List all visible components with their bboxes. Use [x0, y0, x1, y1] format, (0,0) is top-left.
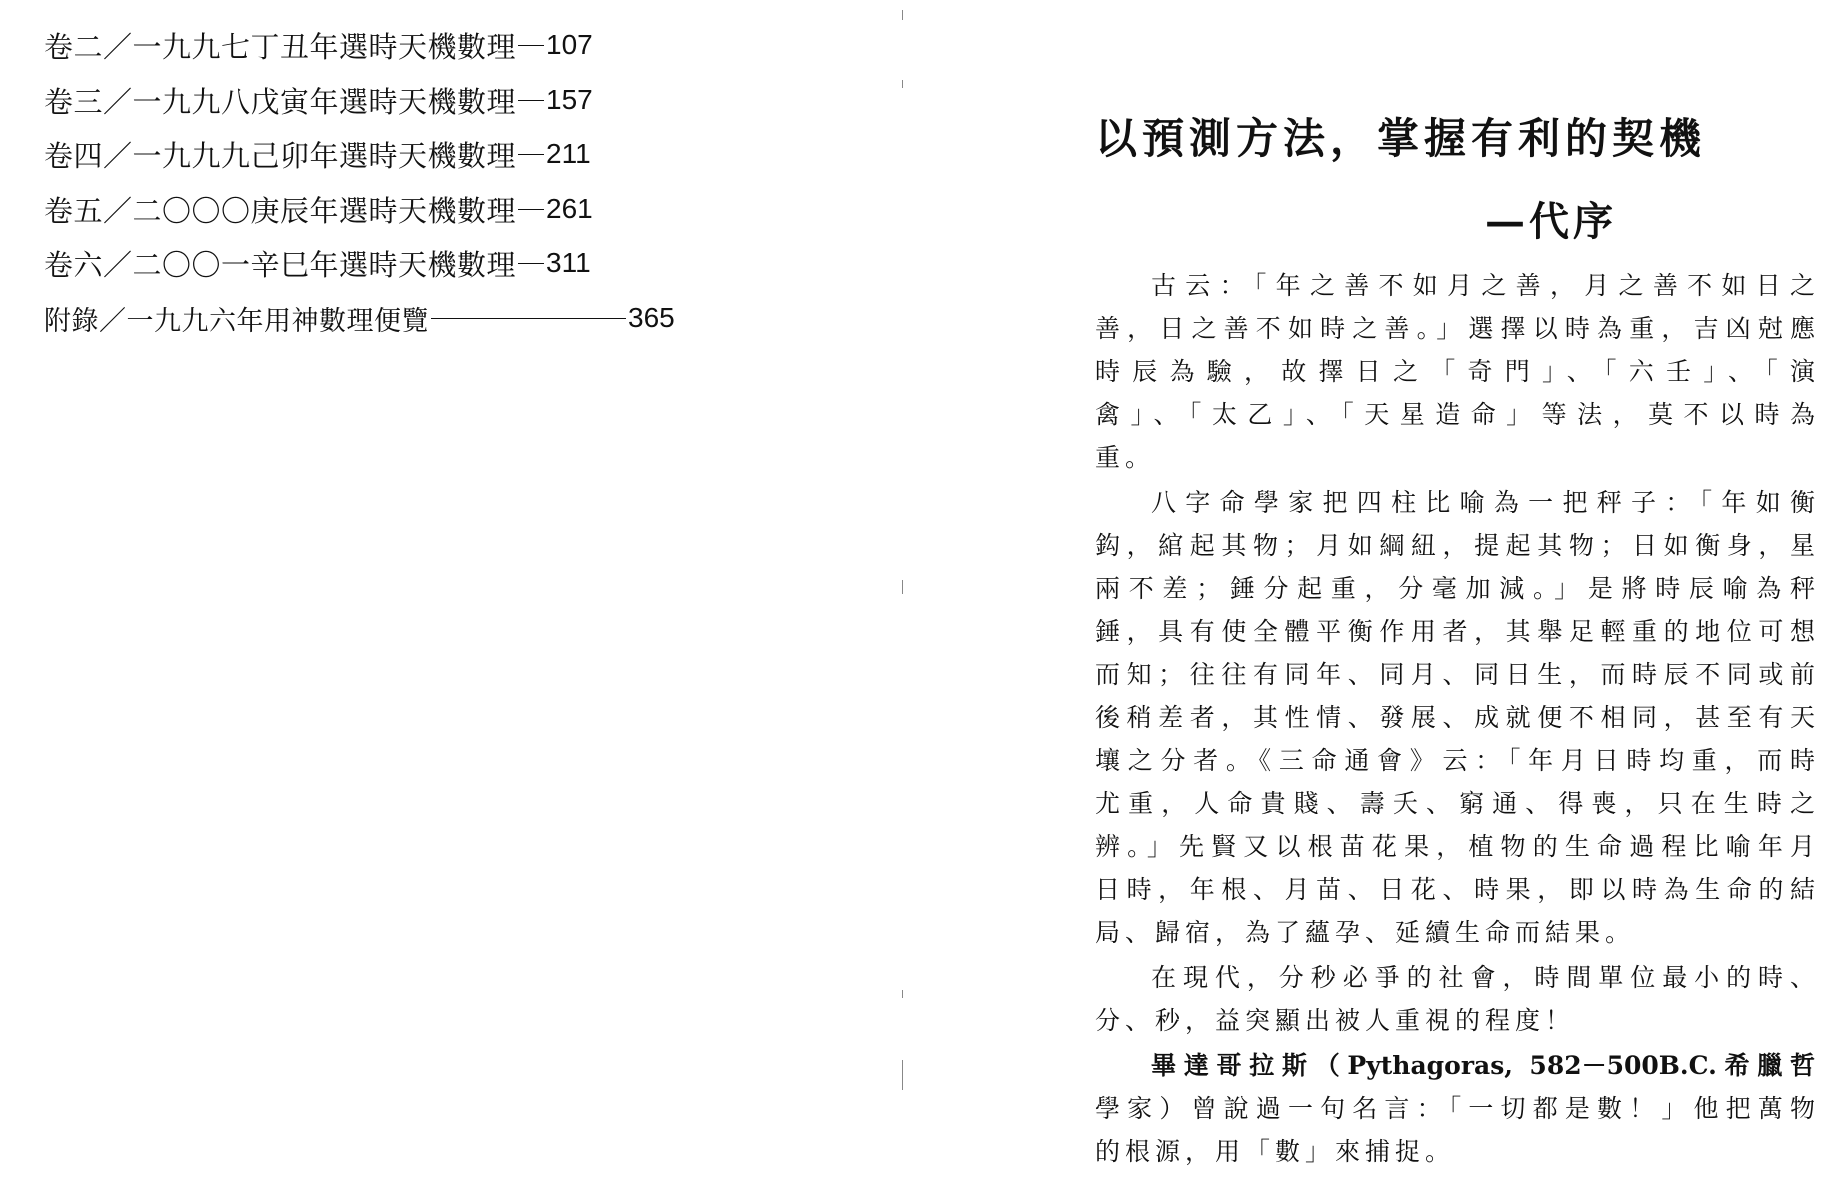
toc-entry-title: 卷六／二〇〇一辛巳年選時天機數理: [44, 247, 517, 282]
paragraph-line: 在現代，分秒必爭的社會，時間單位最小的時、: [1151, 963, 1815, 992]
toc-entry-title: 卷四／一九九九己卯年選時天機數理: [44, 138, 517, 173]
paragraph-line: 禽」、「太乙」、「天星造命」等法，莫不以時為: [1095, 400, 1815, 429]
toc-entry-title: 卷五／二〇〇〇庚辰年選時天機數理: [44, 193, 517, 228]
paragraph-line: 畢達哥拉斯（Pythagoras, 582－500B.C.希臘哲: [1151, 1051, 1815, 1080]
paragraph-line: 善，日之善不如時之善。」選擇以時為重，吉凶尅應: [1095, 314, 1815, 343]
paragraph-line: 尤重，人命貴賤、壽夭、窮通、得喪，只在生時之: [1095, 789, 1815, 818]
paragraph-line: 古云：「年之善不如月之善，月之善不如日之: [1151, 271, 1815, 300]
toc-entry-title: 附錄／一九九六年用神數理便覽: [44, 305, 429, 337]
paragraph-line: 學家）曾說過一句名言：「一切都是數！」他把萬物: [1095, 1094, 1815, 1123]
preface-heading: 以預測方法，掌握有利的契機: [1095, 114, 1707, 163]
toc-leader-line: [431, 318, 626, 319]
paragraph-line: 鈎，綰起其物；月如綱紐，提起其物；日如衡身，星: [1095, 531, 1815, 560]
toc-leader-line: [518, 45, 544, 46]
paragraph-line: 時辰為驗，故擇日之「奇門」、「六壬」、「演: [1095, 357, 1815, 386]
toc-entry: [44, 80, 724, 120]
toc-entry-title: 卷三／一九九八戊寅年選時天機數理: [44, 84, 517, 119]
paragraph-line: 後稍差者，其性情、發展、成就便不相同，甚至有天: [1095, 703, 1815, 732]
toc-entry: [44, 243, 724, 283]
toc-entry: [44, 134, 724, 174]
toc-entry-appendix: [44, 298, 724, 338]
paragraph-line: 日時，年根、月苗、日花、時果，即以時為生命的結: [1095, 875, 1815, 904]
toc-entry-page: 157: [546, 84, 593, 115]
toc-leader-line: [518, 263, 544, 264]
paragraph-line: 壤之分者。《三命通會》云：「年月日時均重，而時: [1095, 746, 1815, 775]
paragraph-line: 錘，具有使全體平衡作用者，其舉足輕重的地位可想: [1095, 617, 1815, 646]
paragraph-line: 而知；往往有同年、同月、同日生，而時辰不同或前: [1095, 660, 1815, 689]
toc-leader-line: [518, 100, 544, 101]
toc-leader-line: [518, 209, 544, 210]
toc-leader-line: [518, 154, 544, 155]
paragraph-line: 辨。」先賢又以根苗花果，植物的生命過程比喻年月: [1095, 832, 1815, 861]
toc-entry-title: 卷二／一九九七丁丑年選時天機數理: [44, 29, 517, 64]
toc-entry-page: 311: [546, 247, 591, 278]
toc-entry-page: 365: [628, 302, 675, 333]
paragraph-line: 兩不差；錘分起重，分毫加減。」是將時辰喻為秤: [1095, 574, 1815, 603]
toc-entry-page: 211: [546, 138, 591, 169]
toc-entry: [44, 189, 724, 229]
toc-entry-page: 261: [546, 193, 593, 224]
paragraph-line: 的根源，用「數」來捕捉。: [1095, 1137, 1456, 1166]
page-gutter: [902, 0, 903, 1184]
toc-entry: [44, 25, 724, 65]
preface-subheading: —代序: [1485, 198, 1617, 245]
paragraph-line: 八字命學家把四柱比喻為一把秤子：「年如衡: [1151, 488, 1815, 517]
toc-entry-page: 107: [546, 29, 593, 60]
paragraph-line: 局、歸宿，為了蘊孕、延續生命而結果。: [1095, 918, 1636, 947]
paragraph-line: 分、秒，益突顯出被人重視的程度！: [1095, 1006, 1576, 1035]
paragraph-line: 重。: [1095, 443, 1156, 472]
